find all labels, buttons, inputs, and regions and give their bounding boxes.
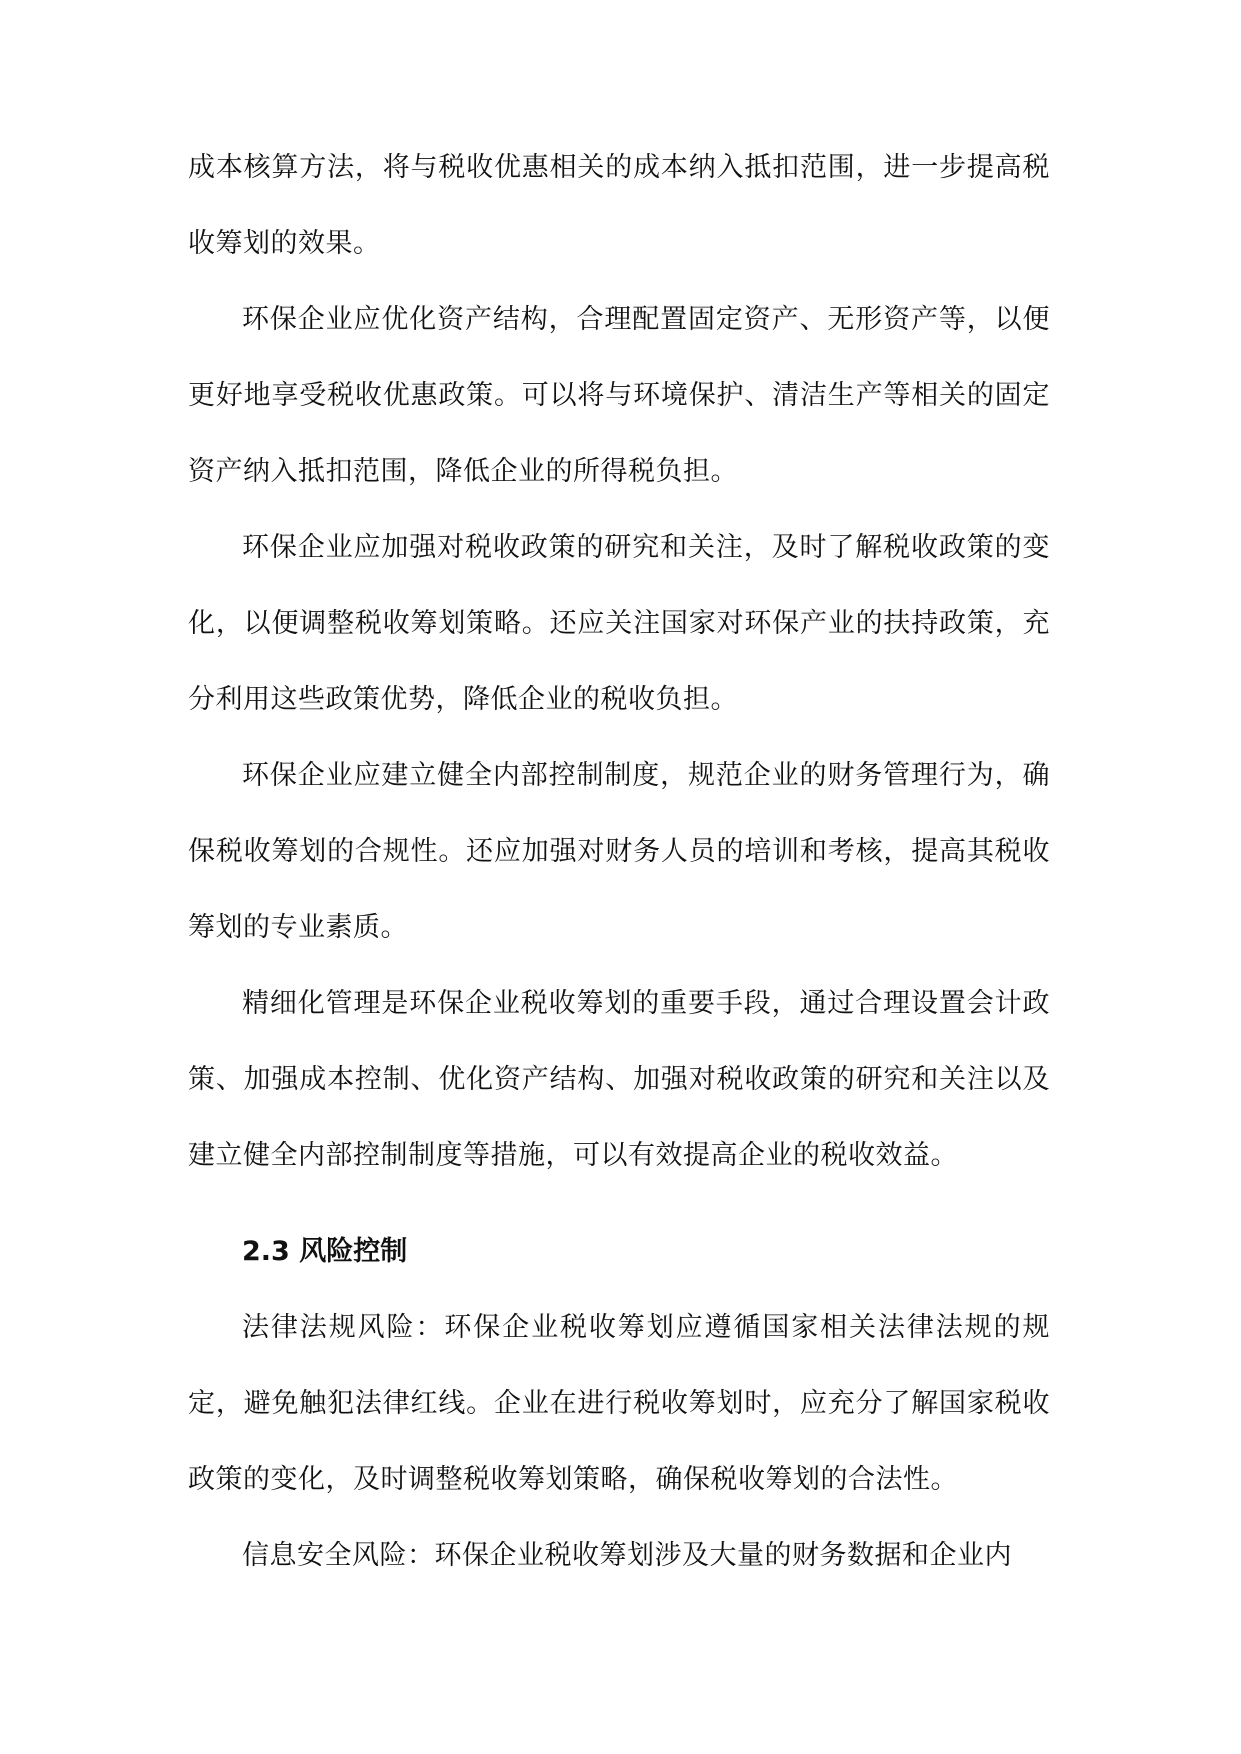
paragraph-internal-control: 环保企业应建立健全内部控制制度，规范企业的财务管理行为，确保税收筹划的合规性。还应加强对财务人员的培训和考核，提高其税收筹划的专业素质。: [188, 760, 1050, 943]
paragraph-legal-risk: 法律法规风险：环保企业税收筹划应遵循国家相关法律法规的规定，避免触犯法律红线。企业在进行税收筹划时，应充分了解国家税收政策的变化，及时调整税收筹划策略，确保税收筹划的合法性。: [188, 1312, 1050, 1495]
paragraph-info-security-risk: 信息安全风险：环保企业税收筹划涉及大量的财务数据和企业内: [242, 1540, 1012, 1571]
document-body: [188, 130, 1050, 1594]
paragraph-asset-structure: 环保企业应优化资产结构，合理配置固定资产、无形资产等，以便更好地享受税收优惠政策。可以将与环境保护、清洁生产等相关的固定资产纳入抵扣范围，降低企业的所得税负担。: [188, 304, 1050, 487]
section-heading: 2.3 风险控制: [242, 1236, 408, 1267]
paragraph-continuation: 成本核算方法，将与税收优惠相关的成本纳入抵扣范围，进一步提高税收筹划的效果。: [188, 152, 1050, 259]
paragraph-refined-management: 精细化管理是环保企业税收筹划的重要手段，通过合理设置会计政策、加强成本控制、优化资产结构、加强对税收政策的研究和关注以及建立健全内部控制制度等措施，可以有效提高企业的税收效益。: [188, 988, 1050, 1171]
paragraph-policy-research: 环保企业应加强对税收政策的研究和关注，及时了解税收政策的变化，以便调整税收筹划策略。还应关注国家对环保产业的扶持政策，充分利用这些政策优势，降低企业的税收负担。: [188, 532, 1050, 715]
